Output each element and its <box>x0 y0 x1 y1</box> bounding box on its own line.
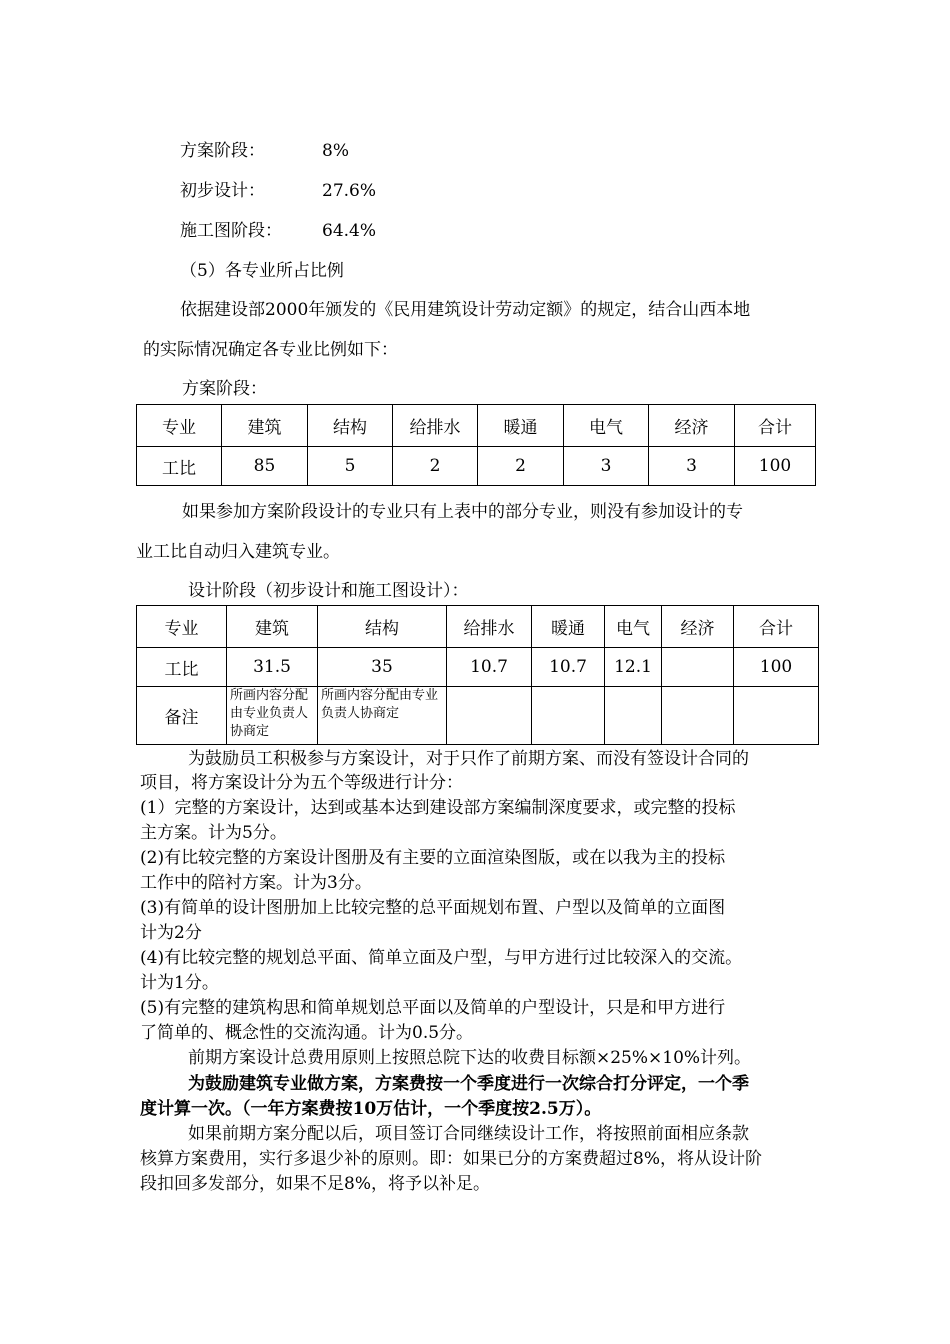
body-line: 计为1分。 <box>140 973 219 993</box>
scheme-stage-table <box>136 404 816 486</box>
header-cell: 经济 <box>662 606 734 648</box>
header-cell: 建筑 <box>222 405 308 447</box>
table-row <box>137 447 816 486</box>
header-cell: 给排水 <box>393 405 478 447</box>
ratio-construction <box>180 220 376 242</box>
body-line: 为鼓励员工积极参与方案设计，对于只作了前期方案、而没有签设计合同的 <box>188 749 749 769</box>
body-line: (1）完整的方案设计，达到或基本达到建设部方案编制深度要求，或完整的投标 <box>140 798 736 818</box>
body-line: (2)有比较完整的方案设计图册及有主要的立面渲染图版，或在以我为主的投标 <box>140 848 726 868</box>
data-cell <box>662 648 734 687</box>
body-line: (5)有完整的建筑构思和简单规划总平面以及简单的户型设计，只是和甲方进行 <box>140 998 726 1018</box>
ratio-value: 8% <box>322 141 349 161</box>
header-cell: 电气 <box>564 405 649 447</box>
data-cell: 2 <box>478 447 564 486</box>
header-cell: 经济 <box>649 405 735 447</box>
body-line: 工作中的陪衬方案。计为3分。 <box>140 873 372 893</box>
ratio-scheme <box>180 140 349 162</box>
ratio-label: 施工图阶段： <box>180 221 282 241</box>
ratio-value: 27.6% <box>322 181 377 201</box>
section5-heading: （5）各专业所占比例 <box>180 261 344 281</box>
table1-caption: 方案阶段： <box>182 379 267 399</box>
header-cell: 建筑 <box>227 606 318 648</box>
body-line: 主方案。计为5分。 <box>140 823 287 843</box>
empty-cell <box>447 687 532 745</box>
header-cell: 专业 <box>137 405 222 447</box>
ratio-label: 方案阶段： <box>180 141 265 161</box>
ratio-preliminary <box>180 180 376 202</box>
note1-line-2: 业工比自动归入建筑专业。 <box>136 542 340 562</box>
header-cell: 结构 <box>308 405 393 447</box>
header-cell: 暖通 <box>532 606 605 648</box>
data-cell: 3 <box>564 447 649 486</box>
note1-line-1: 如果参加方案阶段设计的专业只有上表中的部分专业，则没有参加设计的专 <box>182 502 743 522</box>
header-cell: 给排水 <box>447 606 532 648</box>
remark-row <box>137 687 819 745</box>
table2-caption: 设计阶段（初步设计和施工图设计）： <box>188 581 469 601</box>
data-cell: 35 <box>318 648 447 687</box>
row-label-cell: 工比 <box>137 648 227 687</box>
row-label-cell: 工比 <box>137 447 222 486</box>
body-line: (4)有比较完整的规划总平面、简单立面及户型，与甲方进行过比较深入的交流。 <box>140 948 743 968</box>
empty-cell <box>662 687 734 745</box>
intro-line-2: 的实际情况确定各专业比例如下： <box>143 340 398 360</box>
final-line: 核算方案费用，实行多退少补的原则。即：如果已分的方案费超过8%，将从设计阶 <box>140 1149 762 1169</box>
data-cell: 10.7 <box>532 648 605 687</box>
header-cell: 暖通 <box>478 405 564 447</box>
remark-label-cell: 备注 <box>137 687 227 745</box>
final-line: 段扣回多发部分，如果不足8%，将予以补足。 <box>140 1174 490 1194</box>
data-cell: 100 <box>734 648 819 687</box>
header-cell: 合计 <box>735 405 816 447</box>
body-line: 计为2分 <box>140 923 202 943</box>
design-stage-table <box>136 605 819 745</box>
data-cell: 2 <box>393 447 478 486</box>
data-cell: 100 <box>735 447 816 486</box>
remark-struct-cell: 所画内容分配由专业负责人协商定 <box>318 687 447 745</box>
table-header-row <box>137 606 819 648</box>
remark-arch-cell: 所画内容分配由专业负责人协商定 <box>227 687 318 745</box>
data-cell: 10.7 <box>447 648 532 687</box>
header-cell: 合计 <box>734 606 819 648</box>
ratio-value: 64.4% <box>322 221 377 241</box>
empty-cell <box>605 687 662 745</box>
intro-line-1: 依据建设部2000年颁发的《民用建筑设计劳动定额》的规定，结合山西本地 <box>180 300 751 320</box>
final-line: 如果前期方案分配以后，项目签订合同继续设计工作，将按照前面相应条款 <box>188 1124 749 1144</box>
data-cell: 3 <box>649 447 735 486</box>
body-line: 项目，将方案设计分为五个等级进行计分： <box>140 773 463 793</box>
body-line: (3)有简单的设计图册加上比较完整的总平面规划布置、户型以及简单的立面图 <box>140 898 726 918</box>
empty-cell <box>532 687 605 745</box>
header-cell: 电气 <box>605 606 662 648</box>
data-cell: 5 <box>308 447 393 486</box>
bold-line: 度计算一次。（一年方案费按10万估计，一个季度按2.5万）。 <box>140 1099 602 1119</box>
data-cell: 85 <box>222 447 308 486</box>
table-row <box>137 648 819 687</box>
ratio-label: 初步设计： <box>180 181 265 201</box>
data-cell: 31.5 <box>227 648 318 687</box>
header-cell: 结构 <box>318 606 447 648</box>
body-line: 了简单的、概念性的交流沟通。计为0.5分。 <box>140 1023 474 1043</box>
data-cell: 12.1 <box>605 648 662 687</box>
table-header-row <box>137 405 816 447</box>
bold-line: 为鼓励建筑专业做方案，方案费按一个季度进行一次综合打分评定，一个季 <box>188 1074 749 1094</box>
empty-cell <box>734 687 819 745</box>
header-cell: 专业 <box>137 606 227 648</box>
body-line: 前期方案设计总费用原则上按照总院下达的收费目标额×25%×10%计列。 <box>188 1048 752 1068</box>
